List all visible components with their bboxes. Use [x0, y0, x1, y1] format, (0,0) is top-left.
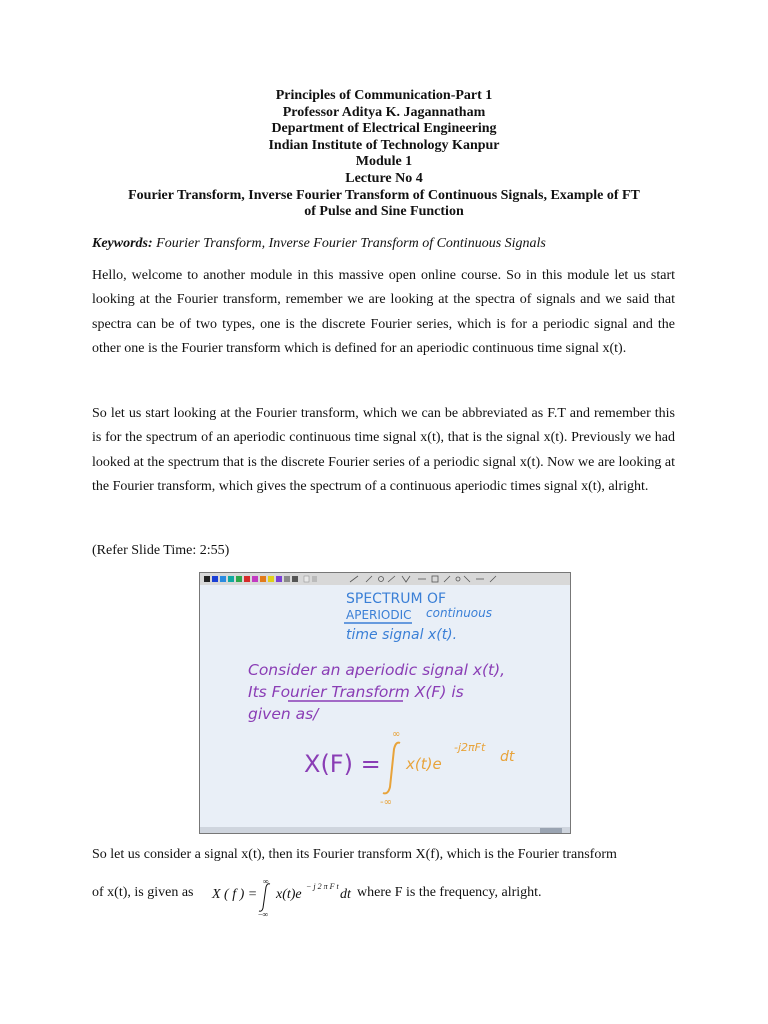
institute-name: Indian Institute of Technology Kanpur	[268, 137, 500, 153]
slide-formula-exponent: -j2πFt	[454, 741, 486, 754]
keywords-label: Keywords:	[92, 236, 153, 251]
slide-heading-line-1: SPECTRUM OF	[346, 591, 447, 607]
slide-body-line-2: Its Fourier Transform X(F) is	[248, 683, 464, 701]
course-title: Principles of Communication-Part 1	[275, 88, 493, 103]
paragraph-fourier-transform: So let us start looking at the Fourier transform, which we can be abbreviated as F.T and remember this is for the spectrum of an aperiodic continuous time signal x(t), that is the signal x(t). Previously we had looked at the spectrum that is the discrete Fourier series of a periodic signal x(t). Now we are looking at the Fourier transform, which gives the spectrum of a continuous aperiodic times signal x(t), alright.	[92, 406, 675, 495]
slide-page-indicator	[540, 828, 562, 833]
slide-subheading: time signal x(t).	[346, 627, 458, 643]
paragraph-consider-signal: So let us consider a signal x(t), then its Fourier transform X(f), which is the Fourier transform	[92, 847, 617, 862]
document-header	[90, 88, 678, 221]
keywords-text: Fourier Transform, Inverse Fourier Transform of Continuous Signals	[156, 236, 546, 251]
module-number: Module 1	[355, 154, 413, 170]
lecture-number: Lecture No 4	[345, 170, 423, 186]
slide-bottom-bar	[200, 827, 571, 834]
formula-line-after: where F is the frequency, alright.	[357, 885, 542, 900]
professor-name: Professor Aditya K. Jagannatham	[282, 104, 486, 120]
lecture-title-line-2: of Pulse and Sine Function	[304, 204, 464, 220]
slide-formula-dt: dt	[500, 749, 515, 765]
equation-lhs: X ( f ) =	[212, 887, 258, 902]
fourier-transform-equation	[210, 877, 360, 917]
integral-sign-icon	[383, 743, 400, 794]
slide-heading-line-2: APERIODIC	[346, 608, 412, 622]
equation-exponent: − j 2 π F t	[306, 882, 339, 891]
paragraph-intro: Hello, welcome to another module in this massive open online course. So in this module let us start looking at the Fourier transform, remember we are looking at the spectra of signals and we said that spectra can be of two types, one is the discrete Fourier series, which is for a periodic signal and the other one is the Fourier transform which is defined for an aperiodic continuous time signal x(t).	[92, 268, 675, 357]
formula-line-before: of x(t), is given as	[92, 885, 194, 900]
slide-heading-suffix: continuous	[426, 606, 492, 620]
slide-drawing	[200, 573, 571, 834]
refer-slide-time: (Refer Slide Time: 2:55)	[92, 543, 230, 558]
lecture-slide-image	[199, 572, 571, 834]
equation-integrand: x(t)e	[276, 887, 302, 902]
slide-body-line-1: Consider an aperiodic signal x(t),	[248, 661, 506, 679]
equation-lower-limit: −∞	[258, 910, 269, 917]
equation-upper-limit: ∞	[263, 877, 269, 886]
slide-body-line-3: given as/	[248, 705, 319, 723]
equation-integral-icon	[259, 884, 270, 911]
lecture-title-line-1: Fourier Transform, Inverse Fourier Transform of Continuous Signals, Example of FT	[128, 187, 640, 203]
department-name: Department of Electrical Engineering	[271, 121, 497, 137]
keywords-line	[92, 235, 682, 253]
slide-limit-upper: ∞	[392, 729, 401, 740]
slide-formula-integrand: x(t)e	[406, 755, 442, 773]
slide-limit-lower: -∞	[380, 797, 392, 808]
formula-line	[92, 877, 692, 917]
slide-formula-lhs: X(F) =	[304, 750, 381, 778]
equation-dt: dt	[340, 887, 351, 902]
